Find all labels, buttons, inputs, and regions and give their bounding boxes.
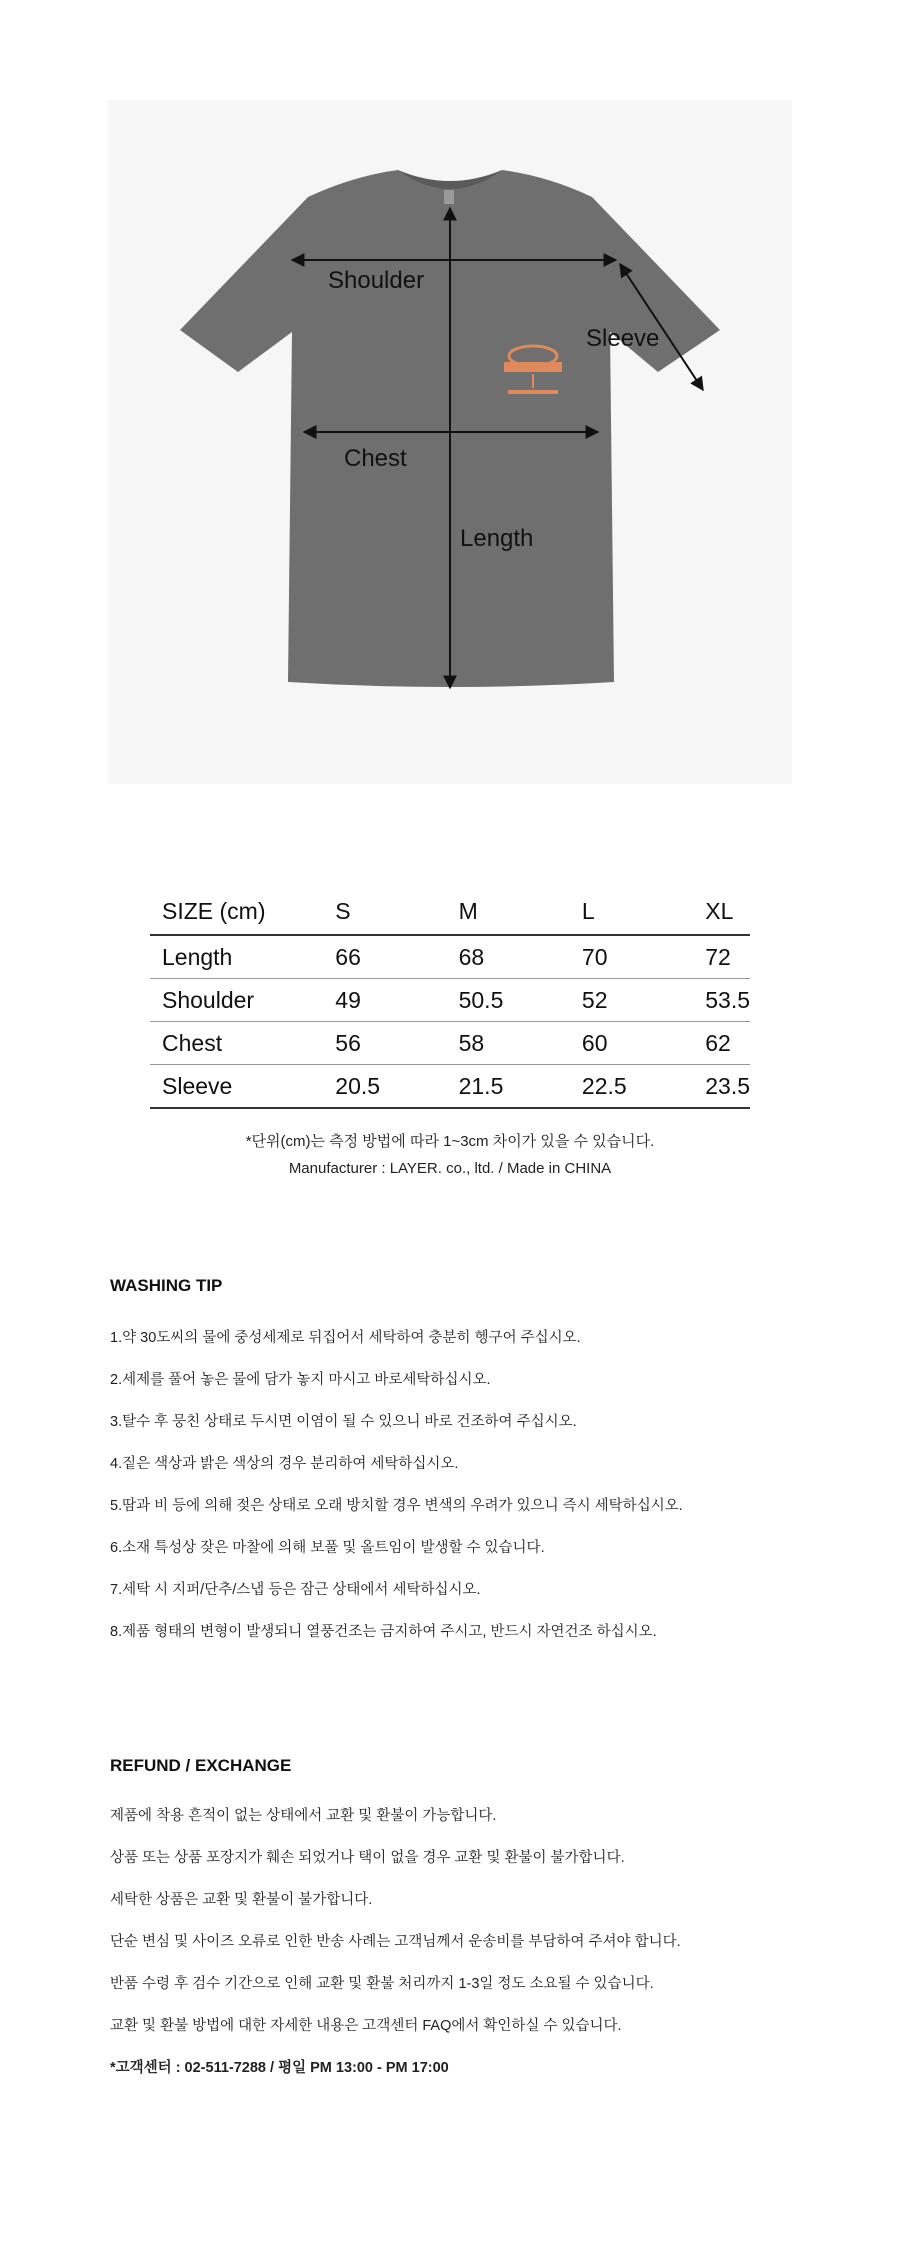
cell: 52 (570, 979, 693, 1022)
chest-label: Chest (344, 445, 407, 472)
cell: 58 (447, 1022, 570, 1065)
washing-item: 8.제품 형태의 변형이 발생되니 열풍건조는 금지하여 주시고, 반드시 자연건조 하십시오. (110, 1624, 657, 1640)
refund-item: 단순 변심 및 사이즈 오류로 인한 반송 사례는 고객님께서 운송비를 부담하여 주셔야 합니다. (110, 1934, 681, 1950)
cell: 49 (323, 979, 446, 1022)
tshirt-illustration (108, 100, 792, 784)
washing-item: 7.세탁 시 지퍼/단추/스냅 등은 잠근 상태에서 세탁하십시오. (110, 1582, 481, 1598)
cell: 20.5 (323, 1065, 446, 1109)
row-label: Sleeve (150, 1065, 323, 1109)
refund-item: 세탁한 상품은 교환 및 환불이 불가합니다. (110, 1892, 373, 1908)
cell: 21.5 (447, 1065, 570, 1109)
header-size: SIZE (cm) (150, 888, 323, 935)
cell: 60 (570, 1022, 693, 1065)
cell: 50.5 (447, 979, 570, 1022)
refund-item: 교환 및 환불 방법에 대한 자세한 내용은 고객센터 FAQ에서 확인하실 수 있습니다. (110, 2018, 622, 2034)
cell: 53.5 (693, 979, 750, 1022)
shoulder-label: Shoulder (328, 267, 425, 294)
header-s: S (323, 888, 446, 935)
washing-item: 3.탈수 후 뭉친 상태로 두시면 이염이 될 수 있으니 바로 건조하여 주십시오. (110, 1414, 577, 1430)
cell: 66 (323, 935, 446, 979)
washing-item: 1.약 30도씨의 물에 중성세제로 뒤집어서 세탁하여 충분히 헹구어 주십시오. (110, 1330, 581, 1346)
row-label: Shoulder (150, 979, 323, 1022)
measurement-figure (108, 100, 792, 784)
refund-item: 제품에 착용 흔적이 없는 상태에서 교환 및 환불이 가능합니다. (110, 1808, 497, 1824)
washing-item: 4.짙은 색상과 밝은 색상의 경우 분리하여 세탁하십시오. (110, 1456, 459, 1472)
cell: 62 (693, 1022, 750, 1065)
size-table (150, 888, 750, 1109)
header-m: M (447, 888, 570, 935)
size-table-header (150, 888, 750, 935)
cell: 23.5 (693, 1065, 750, 1109)
table-row (150, 935, 750, 979)
header-xl: XL (693, 888, 750, 935)
cell: 22.5 (570, 1065, 693, 1109)
header-l: L (570, 888, 693, 935)
refund-title: REFUND / EXCHANGE (110, 1756, 292, 1775)
length-label: Length (460, 525, 534, 552)
table-row (150, 1065, 750, 1109)
washing-tip-title: WASHING TIP (110, 1276, 223, 1295)
refund-item: 반품 수령 후 검수 기간으로 인해 교환 및 환불 처리까지 1-3일 정도 소요될 수 있습니다. (110, 1976, 654, 1992)
table-row (150, 979, 750, 1022)
table-row (150, 1022, 750, 1065)
manufacturer-note: Manufacturer : LAYER. co., ltd. / Made in CHINA (288, 1160, 612, 1177)
sleeve-label: Sleeve (586, 325, 660, 352)
refund-item: 상품 또는 상품 포장지가 훼손 되었거나 택이 없을 경우 교환 및 환불이 불가합니다. (110, 1850, 625, 1866)
customer-center-contact: *고객센터 : 02-511-7288 / 평일 PM 13:00 - PM 17:00 (110, 2060, 449, 2076)
unit-note: *단위(cm)는 측정 방법에 따라 1~3cm 차이가 있을 수 있습니다. (245, 1133, 655, 1150)
washing-item: 2.세제를 풀어 놓은 물에 담가 놓지 마시고 바로세탁하십시오. (110, 1372, 491, 1388)
row-label: Chest (150, 1022, 323, 1065)
washing-item: 6.소재 특성상 잦은 마찰에 의해 보풀 및 올트임이 발생할 수 있습니다. (110, 1540, 545, 1556)
neck-tag (444, 190, 454, 204)
cell: 70 (570, 935, 693, 979)
cell: 72 (693, 935, 750, 979)
cell: 68 (447, 935, 570, 979)
cell: 56 (323, 1022, 446, 1065)
washing-item: 5.땀과 비 등에 의해 젖은 상태로 오래 방치할 경우 변색의 우려가 있으니 즉시 세탁하십시오. (110, 1498, 683, 1514)
row-label: Length (150, 935, 323, 979)
